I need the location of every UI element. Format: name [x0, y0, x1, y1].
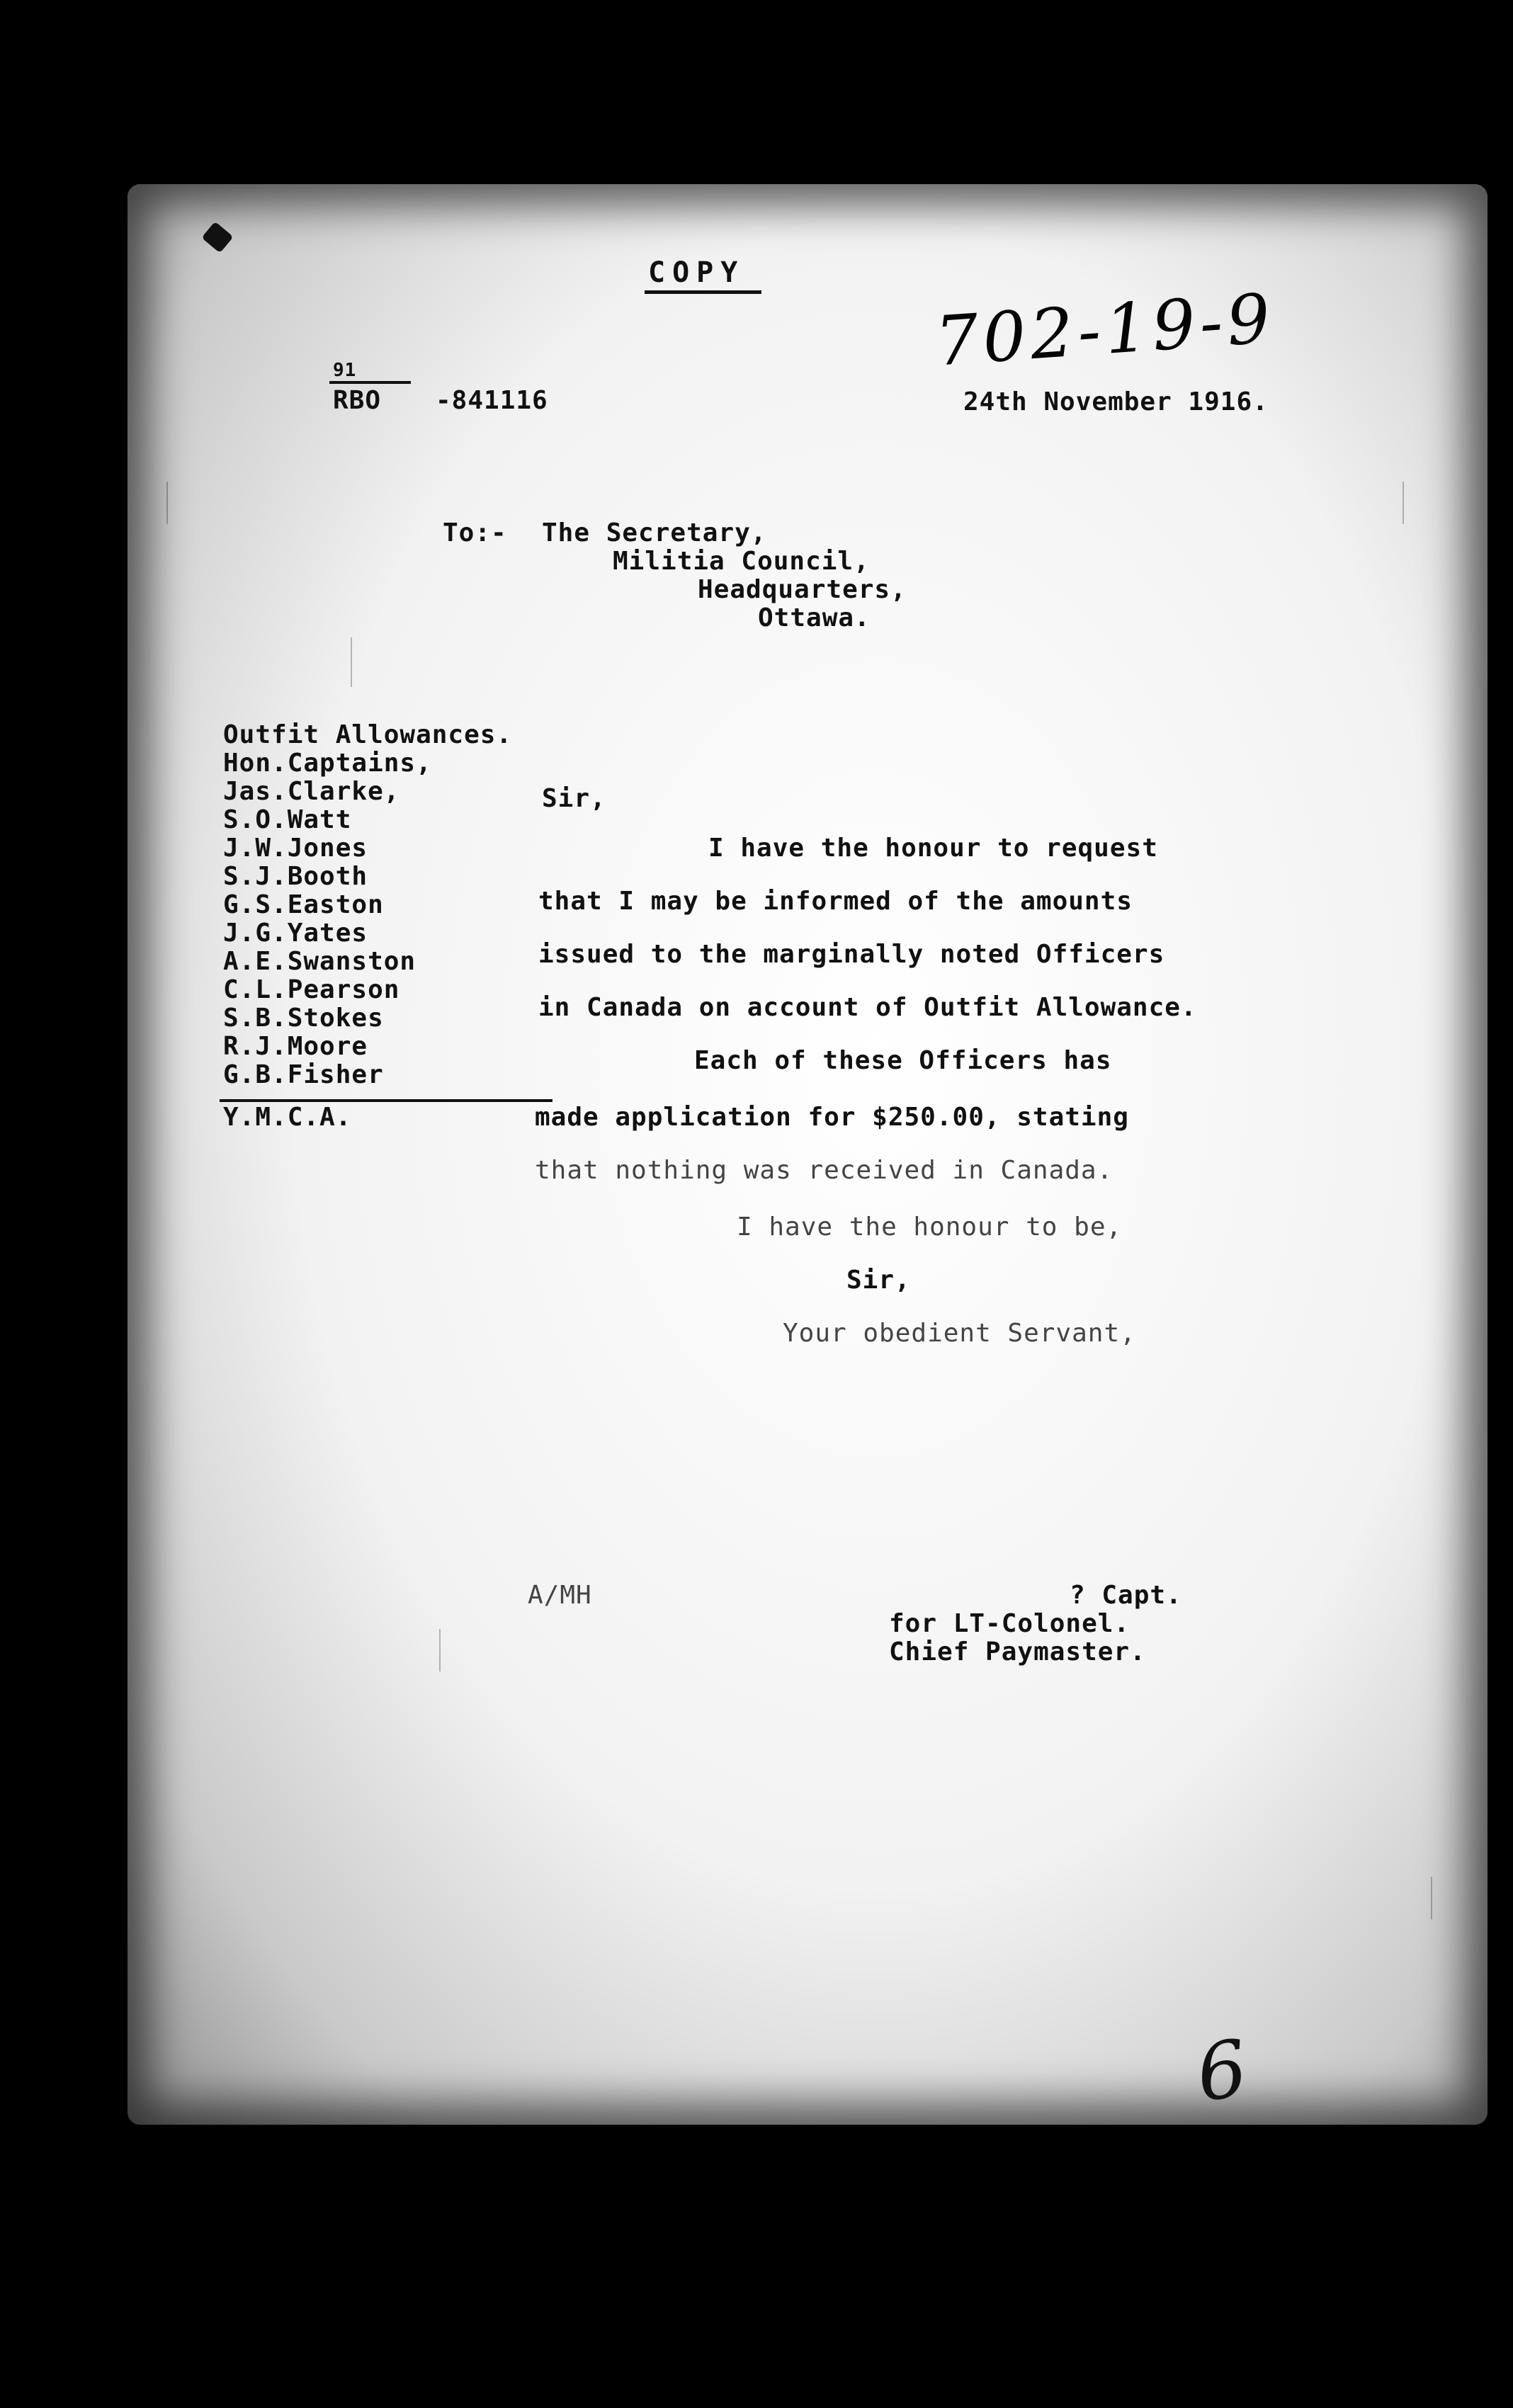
salutation: Sir, [542, 784, 606, 813]
handwritten-page-mark: 6 [1191, 2022, 1253, 2120]
margin-line: J.W.Jones [223, 834, 368, 863]
body-line-2: that I may be informed of the amounts [538, 887, 1133, 916]
addressee-line-1: The Secretary, [542, 518, 767, 547]
margin-divider [220, 1099, 552, 1102]
typist-initials: A/MH [528, 1581, 592, 1610]
signature-line-1: ? Capt. [1070, 1581, 1182, 1610]
body-line-6: made application for $250.00, stating [535, 1103, 1129, 1132]
body-line-7: that nothing was received in Canada. [535, 1156, 1114, 1185]
crease-mark [439, 1629, 441, 1671]
reference-fraction-line [329, 381, 411, 384]
crease-mark [351, 637, 352, 687]
handwritten-file-number: 702-19-9 [932, 278, 1277, 382]
crease-mark [1431, 1877, 1432, 1919]
reference-top: 91 [333, 360, 357, 381]
reference-number: -841116 [436, 386, 548, 415]
body-line-5: Each of these Officers has [694, 1046, 1112, 1075]
margin-line: C.L.Pearson [223, 975, 400, 1004]
body-line-1: I have the honour to request [708, 834, 1158, 863]
margin-line: S.B.Stokes [223, 1004, 384, 1033]
margin-line: S.O.Watt [223, 805, 352, 834]
closing-line-1: I have the honour to be, [737, 1212, 1123, 1242]
margin-line: G.S.Easton [223, 890, 384, 919]
addressee-line-4: Ottawa. [758, 603, 871, 632]
margin-line: J.G.Yates [223, 919, 368, 948]
header-title: COPY [648, 256, 745, 289]
margin-line: R.J.Moore [223, 1032, 368, 1061]
document-page [128, 184, 1488, 2125]
ink-blot [201, 222, 233, 254]
signature-line-3: Chief Paymaster. [889, 1637, 1146, 1666]
body-line-4: in Canada on account of Outfit Allowance. [538, 993, 1197, 1022]
to-label: To:- [443, 518, 507, 547]
margin-line: Hon.Captains, [223, 749, 432, 778]
letter-date: 24th November 1916. [963, 387, 1269, 416]
closing-line-2: Sir, [846, 1266, 911, 1295]
margin-line: S.J.Booth [223, 862, 368, 891]
margin-line: A.E.Swanston [223, 947, 416, 976]
crease-mark [1402, 482, 1404, 524]
margin-subject-list [223, 722, 512, 1088]
crease-mark [166, 482, 168, 524]
addressee-line-3: Headquarters, [698, 575, 907, 604]
header-underline [645, 290, 761, 294]
addressee-line-2: Militia Council, [613, 547, 870, 576]
signature-line-2: for LT-Colonel. [889, 1609, 1130, 1638]
closing-line-3: Your obedient Servant, [783, 1319, 1136, 1348]
reference-left: RBO [333, 386, 382, 415]
margin-line: Outfit Allowances. [223, 720, 513, 749]
margin-line: G.B.Fisher [223, 1060, 384, 1089]
margin-footer: Y.M.C.A. [223, 1103, 352, 1132]
margin-line: Jas.Clarke, [223, 777, 400, 806]
body-line-3: issued to the marginally noted Officers [538, 940, 1165, 969]
